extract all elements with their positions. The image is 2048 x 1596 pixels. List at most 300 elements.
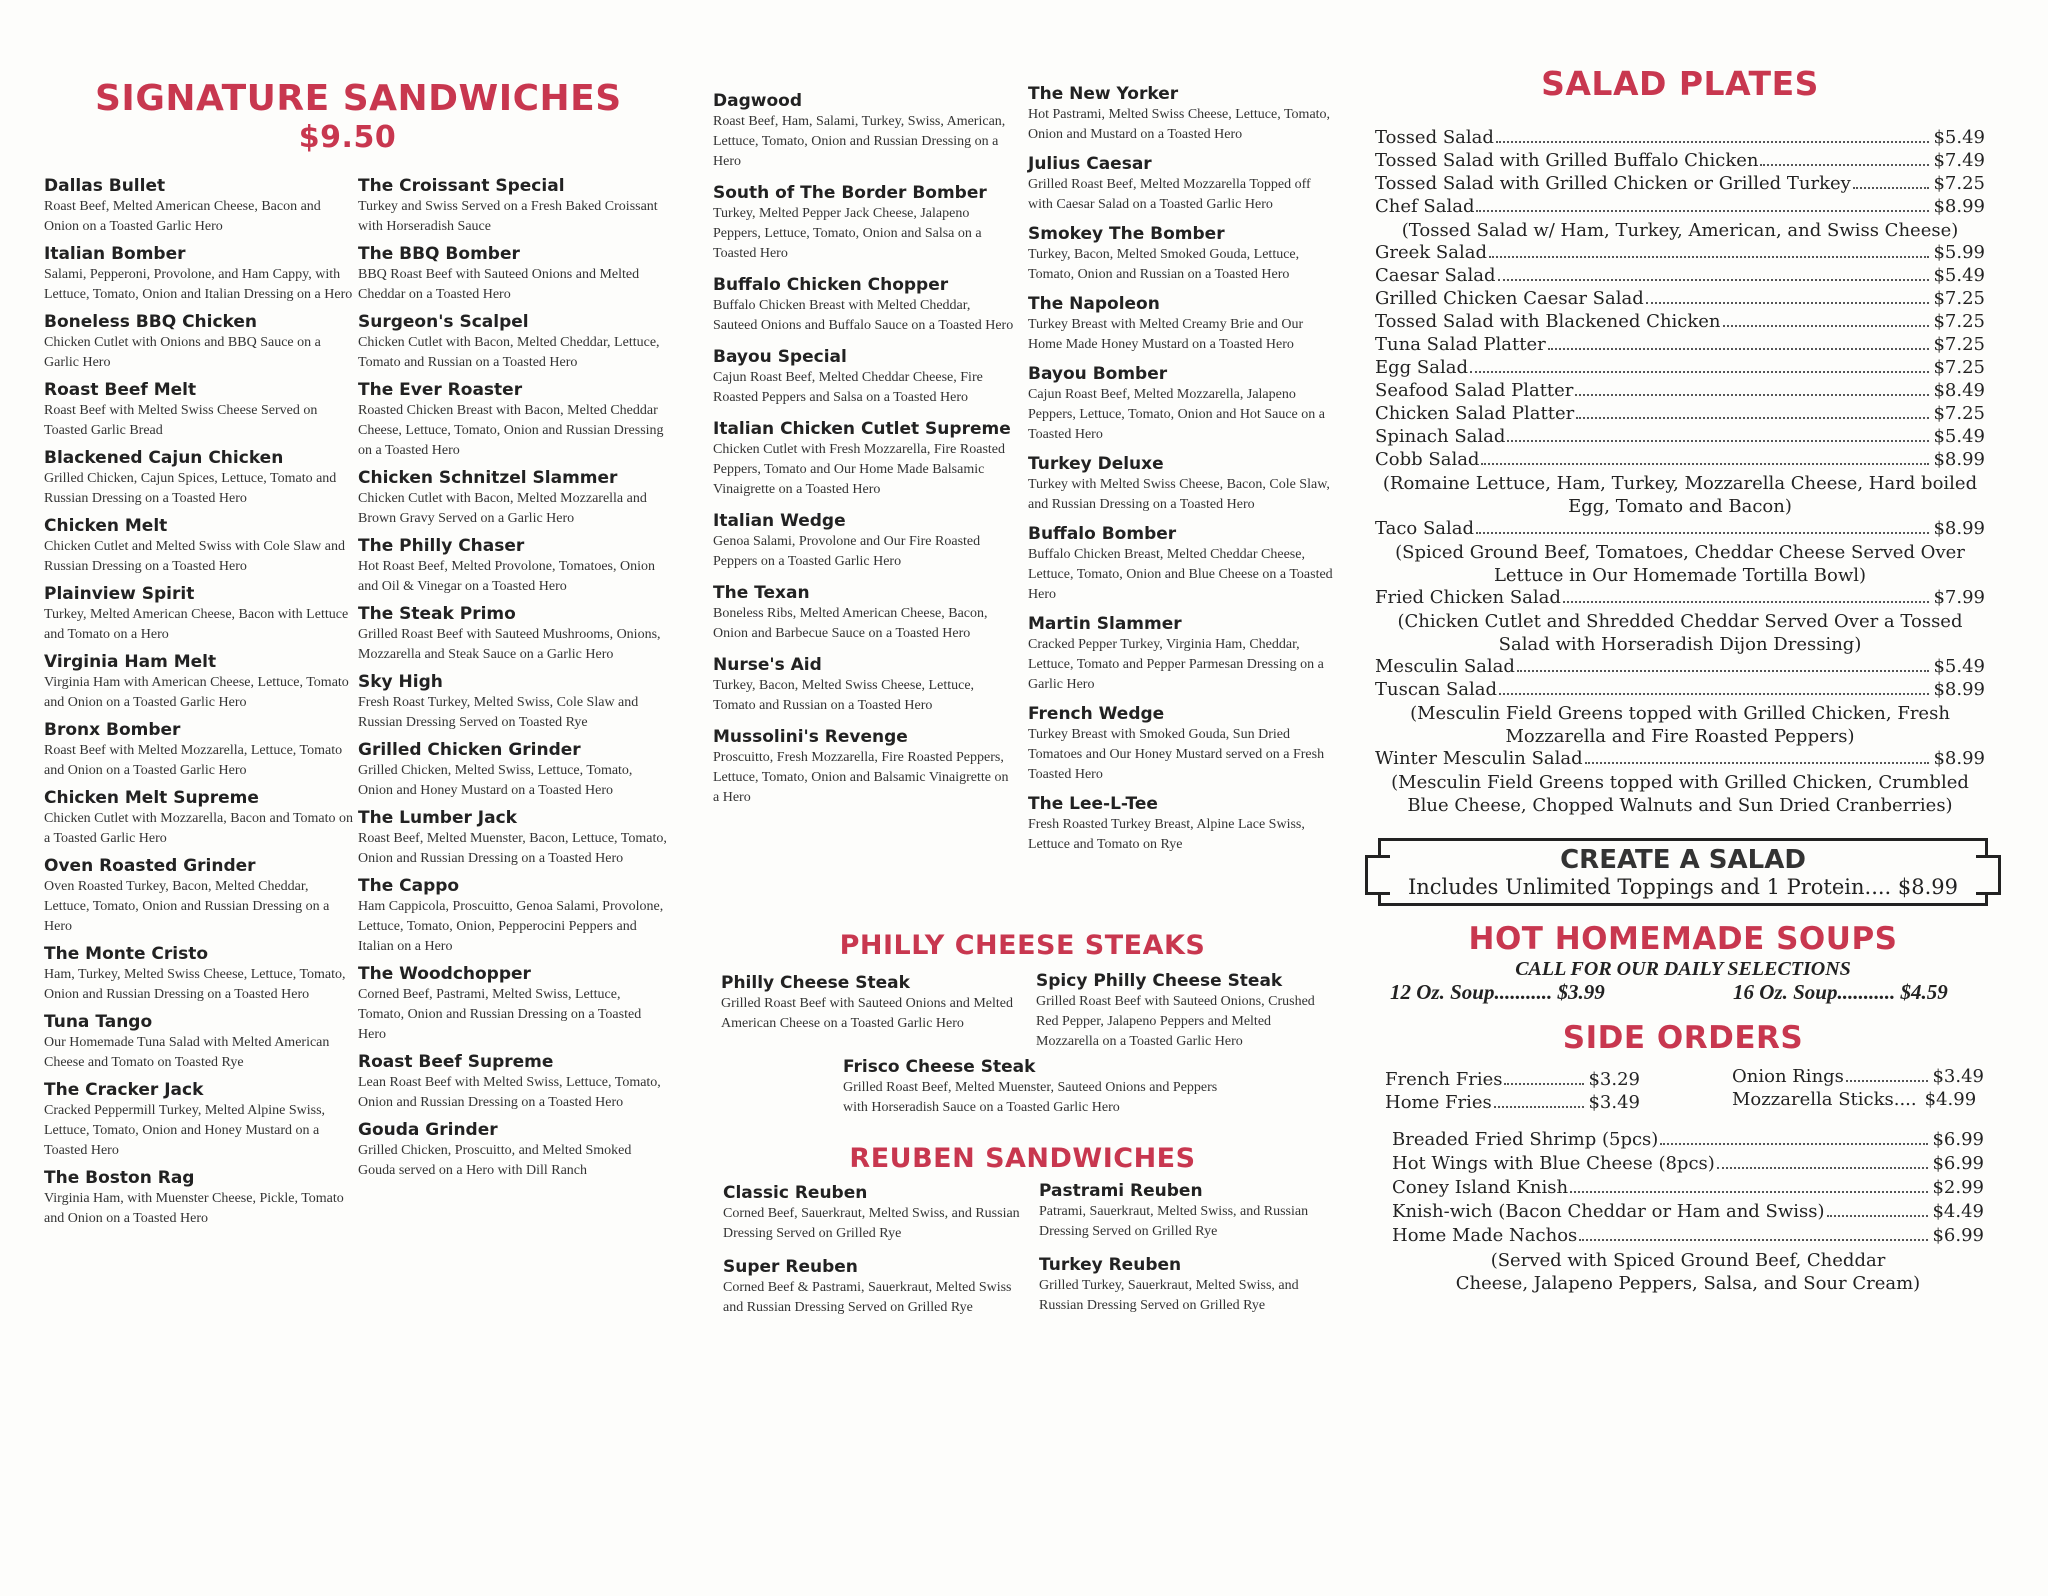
salad-label: Chicken Salad Platter: [1375, 403, 1575, 424]
salad-row: [1375, 449, 1985, 472]
signature-column-4: [1028, 83, 1338, 863]
salad-note: (Spiced Ground Beef, Tomatoes, Cheddar Cheese Served Over Lettuce in Our Homemade Tortilla Bowl): [1395, 542, 1965, 586]
salad-label: Taco Salad: [1375, 518, 1475, 539]
menu-item-name: Italian Wedge: [713, 511, 846, 531]
menu-item: [44, 651, 354, 713]
menu-item: [1028, 613, 1338, 695]
menu-item-name: Grilled Chicken Grinder: [358, 740, 581, 760]
menu-item-desc: Turkey, Bacon, Melted Smoked Gouda, Lettuce, Tomato, Onion and Russian on a Toasted Hero: [1028, 247, 1300, 282]
menu-item: [713, 654, 1018, 716]
side-orders-title: SIDE ORDERS: [1562, 1020, 1804, 1056]
dots: [1576, 417, 1929, 419]
salad-row: [1375, 748, 1985, 771]
side-label: Hot Wings with Blue Cheese (8pcs): [1392, 1153, 1715, 1174]
salad-label: Cobb Salad: [1375, 449, 1480, 470]
menu-item-desc: Cajun Roast Beef, Melted Mozzarella, Jalapeno Peppers, Lettuce, Tomato, Onion and Hot Sauce on a Toasted Hero: [1028, 387, 1325, 442]
menu-item-desc: Chicken Cutlet and Melted Swiss with Cole Slaw and Russian Dressing on a Toasted Hero: [44, 539, 345, 574]
salad-list: [1375, 127, 1985, 817]
salad-price: $7.25: [1933, 311, 1985, 332]
salad-price: $8.49: [1933, 380, 1985, 401]
menu-item-desc: Salami, Pepperoni, Provolone, and Ham Cappy, with Lettuce, Tomato, Onion and Italian Dressing on a Hero: [44, 267, 353, 302]
reuben-item: [1039, 1254, 1339, 1316]
menu-item-desc: Buffalo Chicken Breast with Melted Cheddar, Sauteed Onions and Buffalo Sauce on a Toasted Hero: [713, 298, 1014, 333]
soups-subtitle: CALL FOR OUR DAILY SELECTIONS: [1515, 958, 1851, 980]
dots: [1504, 1083, 1584, 1085]
menu-item-name: Sky High: [358, 672, 443, 692]
menu-item-desc: Chicken Cutlet with Fresh Mozzarella, Fire Roasted Peppers, Tomato and Our Home Made Balsamic Vinaigrette on a Toasted Hero: [713, 442, 1005, 497]
menu-item: [44, 1167, 354, 1229]
menu-item-desc: Turkey Breast with Melted Creamy Brie and Our Home Made Honey Mustard on a Toasted Hero: [1028, 317, 1304, 352]
menu-item: [713, 90, 1018, 172]
dots: [1570, 1191, 1928, 1193]
menu-item-desc: Roast Beef with Melted Swiss Cheese Served on Toasted Garlic Bread: [44, 403, 318, 438]
menu-item: [713, 582, 1018, 644]
menu-item-desc: Roast Beef with Melted Mozzarella, Lettuce, Tomato and Onion on a Toasted Garlic Hero: [44, 743, 343, 778]
salad-label: Seafood Salad Platter: [1375, 380, 1574, 401]
salad-price: $7.25: [1933, 357, 1985, 378]
salad-price: $5.49: [1933, 265, 1985, 286]
dots: [1498, 279, 1930, 281]
dots: [1496, 141, 1930, 143]
side-price: $3.49: [1932, 1066, 1984, 1087]
signature-column-3: [713, 90, 1018, 818]
salad-row: [1375, 380, 1985, 403]
menu-item-desc: Grilled Roast Beef with Sauteed Onions, Crushed Red Pepper, Jalapeno Peppers and Melted Mozzarella on a Toasted Garlic Hero: [1036, 994, 1315, 1049]
dots: [1563, 601, 1930, 603]
salad-row: [1375, 403, 1985, 426]
dots: [1481, 463, 1929, 465]
menu-item-desc: Turkey, Melted Pepper Jack Cheese, Jalapeno Peppers, Lettuce, Tomato, Onion and Salsa on a Toasted Hero: [713, 206, 982, 261]
side-price: $3.49: [1588, 1092, 1640, 1113]
menu-item-name: Turkey Reuben: [1039, 1255, 1182, 1275]
salad-price: $8.99: [1933, 196, 1985, 217]
salad-label: Tossed Salad: [1375, 127, 1494, 148]
soups-title: HOT HOMEMADE SOUPS: [1468, 921, 1898, 957]
dots: [1660, 1143, 1928, 1145]
menu-item-name: Philly Cheese Steak: [721, 973, 910, 993]
menu-item: [44, 787, 354, 849]
menu-item-name: The BBQ Bomber: [358, 244, 520, 264]
menu-item-desc: Chicken Cutlet with Mozzarella, Bacon and Tomato on a Toasted Garlic Hero: [44, 811, 354, 846]
menu-item: [1028, 363, 1338, 445]
salad-price: $8.99: [1933, 518, 1985, 539]
menu-item: [358, 1119, 668, 1181]
menu-item-name: Bayou Special: [713, 347, 847, 367]
signature-sandwiches-price: $9.50: [298, 120, 397, 155]
menu-item-name: Classic Reuben: [723, 1183, 868, 1203]
side-row: [1385, 1069, 1640, 1092]
dots: ...........: [1837, 980, 1896, 1004]
salad-label: Chef Salad: [1375, 196, 1475, 217]
salad-label: Tuscan Salad: [1375, 679, 1498, 700]
salad-label: Greek Salad: [1375, 242, 1487, 263]
signature-column-1: [44, 175, 354, 1235]
salad-row: [1375, 679, 1985, 702]
dots: [1585, 762, 1930, 764]
side-row: [1392, 1201, 1984, 1225]
menu-item-name: Turkey Deluxe: [1028, 454, 1164, 474]
menu-item-desc: Roast Beef, Ham, Salami, Turkey, Swiss, American, Lettuce, Tomato, Onion and Russian Dressing on a Hero: [713, 114, 1006, 169]
side-row: [1392, 1177, 1984, 1201]
soup-large-label: 16 Oz. Soup: [1733, 980, 1838, 1004]
menu-item: [44, 515, 354, 577]
menu-item-name: Frisco Cheese Steak: [843, 1057, 1036, 1077]
side-price: $4.99: [1924, 1089, 1977, 1110]
philly-item: [1036, 970, 1336, 1052]
salad-label: Grilled Chicken Caesar Salad: [1375, 288, 1644, 309]
menu-item: [44, 243, 354, 305]
signature-column-2: [358, 175, 668, 1187]
menu-item-name: Tuna Tango: [44, 1012, 153, 1032]
menu-item: [358, 807, 668, 869]
menu-item-desc: Corned Beef, Sauerkraut, Melted Swiss, and Russian Dressing Served on Grilled Rye: [723, 1206, 1020, 1241]
menu-item-name: Chicken Melt Supreme: [44, 788, 259, 808]
menu-item-desc: Ham Cappicola, Proscuitto, Genoa Salami, Provolone, Lettuce, Tomato, Onion, Pepperocini Peppers and Italian on a Hero: [358, 899, 664, 954]
menu-item-name: The Woodchopper: [358, 964, 531, 984]
reuben-title: REUBEN SANDWICHES: [849, 1143, 1196, 1174]
menu-item-name: Oven Roasted Grinder: [44, 856, 256, 876]
salad-price: $8.99: [1933, 748, 1985, 769]
dots: [1846, 1080, 1929, 1082]
menu-item-desc: Cracked Pepper Turkey, Virginia Ham, Cheddar, Lettuce, Tomato and Pepper Parmesan Dressing on a Garlic Hero: [1028, 637, 1324, 692]
menu-item-name: South of The Border Bomber: [713, 183, 987, 203]
menu-item-name: The Steak Primo: [358, 604, 516, 624]
menu-item: [44, 855, 354, 937]
salad-label: Tossed Salad with Grilled Chicken or Grilled Turkey: [1375, 173, 1851, 194]
soup-small-price: $3.99: [1557, 980, 1605, 1004]
salad-row: [1375, 311, 1985, 334]
menu-item: [44, 943, 354, 1005]
menu-item: [358, 671, 668, 733]
salad-row: [1375, 196, 1985, 219]
menu-item-desc: Patrami, Sauerkraut, Melted Swiss, and Russian Dressing Served on Grilled Rye: [1039, 1204, 1309, 1239]
menu-item: [713, 726, 1018, 808]
menu-item-desc: Hot Roast Beef, Melted Provolone, Tomatoes, Onion and Oil & Vinegar on a Toasted Hero: [358, 559, 656, 594]
salad-row: [1375, 173, 1985, 196]
menu-item-desc: Cajun Roast Beef, Melted Cheddar Cheese, Fire Roasted Peppers and Salsa on a Toasted Hero: [713, 370, 983, 405]
menu-item-name: Gouda Grinder: [358, 1120, 498, 1140]
salad-price: $7.99: [1933, 587, 1985, 608]
salad-price: $8.99: [1933, 449, 1985, 470]
menu-item-name: Plainview Spirit: [44, 584, 195, 604]
menu-item: [1028, 153, 1338, 215]
salad-note: (Romaine Lettuce, Ham, Turkey, Mozzarella Cheese, Hard boiled Egg, Tomato and Bacon): [1382, 473, 1978, 517]
menu-item: [358, 603, 668, 665]
menu-item-desc: Hot Pastrami, Melted Swiss Cheese, Lettuce, Tomato, Onion and Mustard on a Toasted Hero: [1028, 107, 1331, 142]
menu-item-name: Roast Beef Supreme: [358, 1052, 554, 1072]
salad-price: $7.25: [1933, 288, 1985, 309]
salad-label: Tossed Salad with Blackened Chicken: [1375, 311, 1721, 332]
menu-item-name: The Texan: [713, 583, 810, 603]
salad-row: [1375, 150, 1985, 173]
menu-item-desc: Corned Beef, Pastrami, Melted Swiss, Lettuce, Tomato, Onion and Russian Dressing on a Toasted Hero: [358, 987, 642, 1042]
menu-item-name: The Philly Chaser: [358, 536, 525, 556]
philly-title: PHILLY CHEESE STEAKS: [839, 930, 1206, 961]
menu-item-name: Italian Bomber: [44, 244, 186, 264]
menu-item-name: Surgeon's Scalpel: [358, 312, 529, 332]
salad-price: $5.49: [1933, 127, 1985, 148]
signature-sandwiches-title: SIGNATURE SANDWICHES: [95, 78, 622, 119]
menu-item-name: Chicken Schnitzel Slammer: [358, 468, 618, 488]
menu-item: [44, 1079, 354, 1161]
side-label: Onion Rings: [1732, 1066, 1844, 1087]
menu-item-desc: Fresh Roasted Turkey Breast, Alpine Lace Swiss, Lettuce and Tomato on Rye: [1028, 817, 1305, 852]
dots: [1470, 371, 1929, 373]
menu-item-name: The Boston Rag: [44, 1168, 195, 1188]
menu-item: [1028, 453, 1338, 515]
create-a-salad-box: [1378, 838, 1988, 906]
dots: [1579, 1239, 1928, 1241]
menu-item: [44, 719, 354, 781]
menu-item-desc: Grilled Roast Beef, Melted Muenster, Sauteed Onions and Peppers with Horseradish Sauce on a Toasted Garlic Hero: [843, 1080, 1218, 1115]
menu-item: [358, 963, 668, 1045]
side-price: $6.99: [1932, 1225, 1984, 1246]
salad-price: $7.25: [1933, 403, 1985, 424]
salad-row: [1375, 288, 1985, 311]
side-price: $3.29: [1588, 1069, 1640, 1090]
menu-item-desc: Oven Roasted Turkey, Bacon, Melted Cheddar, Lettuce, Tomato, Onion and Russian Dressing on a Hero: [44, 879, 330, 934]
dots: ...........: [1494, 980, 1553, 1004]
menu-item: [44, 1011, 354, 1073]
salad-note: (Tossed Salad w/ Ham, Turkey, American, and Swiss Cheese): [1401, 220, 1959, 241]
menu-item-desc: Roast Beef, Melted American Cheese, Bacon and Onion on a Toasted Garlic Hero: [44, 199, 321, 234]
side-row: [1385, 1092, 1640, 1115]
dots: [1489, 256, 1929, 258]
menu-item-name: Virginia Ham Melt: [44, 652, 217, 672]
salad-price: $8.99: [1933, 679, 1985, 700]
menu-item: [713, 274, 1018, 336]
salad-row: [1375, 265, 1985, 288]
menu-item-name: Spicy Philly Cheese Steak: [1036, 971, 1283, 991]
menu-item: [44, 311, 354, 373]
side-label: Coney Island Knish: [1392, 1177, 1569, 1198]
menu-item-desc: Grilled Chicken, Melted Swiss, Lettuce, Tomato, Onion and Honey Mustard on a Toasted Hero: [358, 763, 633, 798]
dots: [1827, 1215, 1929, 1217]
menu-item-desc: Chicken Cutlet with Bacon, Melted Mozzarella and Brown Gravy Served on a Garlic Hero: [358, 491, 647, 526]
menu-item-name: The Lumber Jack: [358, 808, 517, 828]
menu-item-desc: Proscuitto, Fresh Mozzarella, Fire Roasted Peppers, Lettuce, Tomato, Onion and Balsamic Vinaigrette on a Hero: [713, 750, 1009, 805]
menu-item-name: French Wedge: [1028, 704, 1165, 724]
dots: [1476, 210, 1929, 212]
menu-item: [713, 182, 1018, 264]
philly-item: [843, 1056, 1223, 1118]
menu-item-name: Dallas Bullet: [44, 176, 166, 196]
menu-item: [1028, 793, 1338, 855]
side-price: $6.99: [1932, 1153, 1984, 1174]
dots: [1494, 1106, 1585, 1108]
menu-item-desc: Grilled Roast Beef with Sauteed Mushrooms, Onions, Mozzarella and Steak Sauce on a Garlic Hero: [358, 627, 661, 662]
menu-item-name: The New Yorker: [1028, 84, 1179, 104]
menu-item-desc: Virginia Ham with American Cheese, Lettuce, Tomato and Onion on a Toasted Garlic Hero: [44, 675, 349, 710]
menu-item-desc: Grilled Roast Beef, Melted Mozzarella Topped off with Caesar Salad on a Toasted Garlic Hero: [1028, 177, 1311, 212]
menu-item: [44, 175, 354, 237]
side-row: [1732, 1066, 1984, 1089]
salad-label: Tuna Salad Platter: [1375, 334, 1546, 355]
salad-price: $7.49: [1933, 150, 1985, 171]
salad-label: Spinach Salad: [1375, 426, 1506, 447]
menu-item: [358, 1051, 668, 1113]
menu-item-desc: Our Homemade Tuna Salad with Melted American Cheese and Tomato on Toasted Rye: [44, 1035, 330, 1070]
menu-item-name: Mussolini's Revenge: [713, 727, 908, 747]
menu-item-desc: Turkey, Melted American Cheese, Bacon with Lettuce and Tomato on a Hero: [44, 607, 349, 642]
menu-item-name: The Napoleon: [1028, 294, 1160, 314]
salad-note: (Mesculin Field Greens topped with Grilled Chicken, Crumbled Blue Cheese, Chopped Walnuts and Sun Dried Cranberries): [1391, 772, 1969, 816]
menu-item-name: The Ever Roaster: [358, 380, 523, 400]
menu-item-name: Bayou Bomber: [1028, 364, 1168, 384]
menu-item: [713, 346, 1018, 408]
reuben-item: [723, 1182, 1023, 1244]
salad-price: $5.49: [1933, 426, 1985, 447]
menu-item-desc: Grilled Roast Beef with Sauteed Onions and Melted American Cheese on a Toasted Garlic Hero: [721, 996, 1013, 1031]
salad-row: [1375, 127, 1985, 150]
menu-item: [358, 535, 668, 597]
side-label: Breaded Fried Shrimp (5pcs): [1392, 1129, 1659, 1150]
menu-item-name: The Lee-L-Tee: [1028, 794, 1158, 814]
menu-item-name: Martin Slammer: [1028, 614, 1182, 634]
soup-small-label: 12 Oz. Soup: [1390, 980, 1495, 1004]
menu-item-name: Smokey The Bomber: [1028, 224, 1225, 244]
dots: [1507, 440, 1929, 442]
side-row: [1392, 1225, 1984, 1249]
menu-item-desc: Ham, Turkey, Melted Swiss Cheese, Lettuce, Tomato, Onion and Russian Dressing on a Toasted Hero: [44, 967, 346, 1002]
side-note: (Served with Spiced Ground Beef, Cheddar Cheese, Jalapeno Peppers, Salsa, and Sour Cream): [1455, 1250, 1921, 1294]
soup-large: [1733, 980, 1948, 1005]
dots: [1717, 1167, 1929, 1169]
soup-small: [1390, 980, 1605, 1005]
menu-item: [358, 739, 668, 801]
salad-row: [1375, 357, 1985, 380]
menu-item: [1028, 83, 1338, 145]
menu-item: [1028, 703, 1338, 785]
side-list: [1392, 1129, 1984, 1295]
salad-label: Fried Chicken Salad: [1375, 587, 1561, 608]
salad-price: $5.99: [1933, 242, 1985, 263]
menu-item-desc: Turkey with Melted Swiss Cheese, Bacon, Cole Slaw, and Russian Dressing on a Toasted Hero: [1028, 477, 1330, 512]
menu-item: [1028, 523, 1338, 605]
side-price: $2.99: [1932, 1177, 1984, 1198]
philly-item: [721, 972, 1021, 1034]
menu-item-desc: Grilled Chicken, Proscuitto, and Melted Smoked Gouda served on a Hero with Dill Ranch: [358, 1143, 632, 1178]
menu-item: [1028, 293, 1338, 355]
menu-item: [44, 583, 354, 645]
menu-item: [44, 379, 354, 441]
salad-label: Tossed Salad with Grilled Buffalo Chicken: [1375, 150, 1759, 171]
menu-item-name: Buffalo Bomber: [1028, 524, 1177, 544]
dots: [1476, 532, 1929, 534]
dots: [1499, 693, 1929, 695]
salad-label: Mesculin Salad: [1375, 656, 1515, 677]
menu-item: [713, 510, 1018, 572]
menu-item-desc: Lean Roast Beef with Melted Swiss, Lettuce, Tomato, Onion and Russian Dressing on a Toasted Hero: [358, 1075, 661, 1110]
menu-item: [358, 243, 668, 305]
dots: [1853, 187, 1930, 189]
salad-row: [1375, 242, 1985, 265]
menu-item-name: The Cracker Jack: [44, 1080, 204, 1100]
salad-note: (Chicken Cutlet and Shredded Cheddar Served Over a Tossed Salad with Horseradish Dijon Dressing): [1397, 611, 1963, 655]
menu-item-name: Boneless BBQ Chicken: [44, 312, 258, 332]
menu-item-name: Roast Beef Melt: [44, 380, 197, 400]
menu-item: [358, 175, 668, 237]
side-row: [1732, 1089, 1984, 1112]
side-pair-left: [1385, 1069, 1640, 1115]
menu-item-name: Pastrami Reuben: [1039, 1181, 1203, 1201]
menu-item-desc: Boneless Ribs, Melted American Cheese, Bacon, Onion and Barbecue Sauce on a Toasted Hero: [713, 606, 988, 641]
menu-item-desc: Grilled Turkey, Sauerkraut, Melted Swiss, and Russian Dressing Served on Grilled Rye: [1039, 1278, 1299, 1313]
menu-item-name: Blackened Cajun Chicken: [44, 448, 284, 468]
menu-item-name: Chicken Melt: [44, 516, 168, 536]
menu-item-desc: Genoa Salami, Provolone and Our Fire Roasted Peppers on a Toasted Garlic Hero: [713, 534, 981, 569]
salad-row: [1375, 656, 1985, 679]
menu-item-name: Dagwood: [713, 91, 802, 111]
salad-row: [1375, 587, 1985, 610]
menu-item-desc: Cracked Peppermill Turkey, Melted Alpine Swiss, Lettuce, Tomato, Onion and Honey Mustard on a Toasted Hero: [44, 1103, 326, 1158]
menu-item: [358, 467, 668, 529]
menu-item-desc: Fresh Roast Turkey, Melted Swiss, Cole Slaw and Russian Dressing Served on Toasted Rye: [358, 695, 639, 730]
menu-item-name: Super Reuben: [723, 1257, 858, 1277]
reuben-item: [723, 1256, 1023, 1318]
salad-note: (Mesculin Field Greens topped with Grilled Chicken, Fresh Mozzarella and Fire Roasted Peppers): [1410, 703, 1950, 747]
menu-item-desc: Roasted Chicken Breast with Bacon, Melted Cheddar Cheese, Lettuce, Tomato, Onion and Russian Dressing on a Toasted Hero: [358, 403, 664, 458]
salad-row: [1375, 334, 1985, 357]
salad-row: [1375, 426, 1985, 449]
menu-item-desc: Turkey Breast with Smoked Gouda, Sun Dried Tomatoes and Our Honey Mustard served on a Fresh Toasted Hero: [1028, 727, 1325, 782]
menu-item-name: Italian Chicken Cutlet Supreme: [713, 419, 1011, 439]
reuben-item: [1039, 1180, 1344, 1242]
side-row: [1392, 1153, 1984, 1177]
side-price: $6.99: [1932, 1129, 1984, 1150]
dots: [1575, 394, 1929, 396]
salad-label: Winter Mesculin Salad: [1375, 748, 1583, 769]
menu-item: [44, 447, 354, 509]
menu-item-name: Julius Caesar: [1028, 154, 1152, 174]
salad-row: [1375, 518, 1985, 541]
dots: [1646, 302, 1930, 304]
side-label: French Fries: [1385, 1069, 1503, 1090]
menu-item-desc: Chicken Cutlet with Bacon, Melted Cheddar, Lettuce, Tomato and Russian on a Toasted Hero: [358, 335, 660, 370]
dots: [1723, 325, 1930, 327]
menu-item-desc: Turkey and Swiss Served on a Fresh Baked Croissant with Horseradish Sauce: [358, 199, 658, 234]
salad-price: $7.25: [1933, 334, 1985, 355]
menu-item: [1028, 223, 1338, 285]
menu-item: [713, 418, 1018, 500]
menu-item-desc: Virginia Ham, with Muenster Cheese, Pickle, Tomato and Onion on a Toasted Hero: [44, 1191, 344, 1226]
dots: [1517, 670, 1930, 672]
menu-item-desc: Buffalo Chicken Breast, Melted Cheddar Cheese, Lettuce, Tomato, Onion and Blue Cheese on a Toasted Hero: [1028, 547, 1333, 602]
menu-item-desc: Corned Beef & Pastrami, Sauerkraut, Melted Swiss and Russian Dressing Served on Grilled Rye: [723, 1280, 1012, 1315]
menu-item-name: The Monte Cristo: [44, 944, 209, 964]
menu-item: [358, 875, 668, 957]
salad-plates-title: SALAD PLATES: [1541, 64, 1819, 103]
dots: [1760, 164, 1929, 166]
menu-item: [358, 379, 668, 461]
side-row: [1392, 1129, 1984, 1153]
side-pair-right: [1732, 1066, 1984, 1112]
menu-item-desc: Roast Beef, Melted Muenster, Bacon, Lettuce, Tomato, Onion and Russian Dressing on a Toasted Hero: [358, 831, 667, 866]
menu-item-name: Nurse's Aid: [713, 655, 822, 675]
menu-item-desc: Turkey, Bacon, Melted Swiss Cheese, Lettuce, Tomato and Russian on a Toasted Hero: [713, 678, 975, 713]
soup-large-price: $4.59: [1900, 980, 1948, 1004]
menu-item-name: The Cappo: [358, 876, 460, 896]
salad-price: $5.49: [1933, 656, 1985, 677]
salad-label: Egg Salad: [1375, 357, 1468, 378]
side-label: Knish-wich (Bacon Cheddar or Ham and Swiss): [1392, 1201, 1825, 1222]
salad-label: Caesar Salad: [1375, 265, 1496, 286]
menu-item-name: The Croissant Special: [358, 176, 565, 196]
create-a-salad-line: Includes Unlimited Toppings and 1 Protein.... $8.99: [1407, 875, 1959, 899]
menu-item-name: Buffalo Chicken Chopper: [713, 275, 949, 295]
side-label: Mozzarella Sticks....: [1732, 1089, 1917, 1110]
side-label: Home Fries: [1385, 1092, 1492, 1113]
